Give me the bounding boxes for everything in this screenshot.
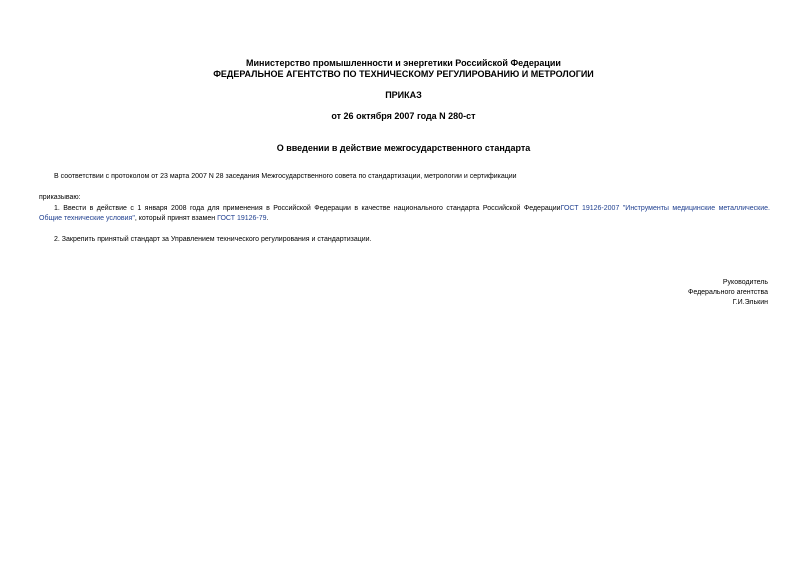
item1-text-middle: , который принят взамен	[134, 215, 218, 222]
item1-text-after: .	[266, 215, 269, 222]
signature-org: Федерального агентства	[688, 289, 768, 296]
preamble-paragraph: В соответствии с протоколом от 23 марта 2007 N 28 заседания Межгосударственного совета по стандартизации, метрологии и сертификации	[54, 173, 517, 180]
ministry-heading: Министерство промышленности и энергетики Российской Федерации	[246, 58, 561, 68]
item1-line1	[54, 204, 770, 214]
item1-text-before: 1. Ввести в действие с 1 января 2008 года для применения в Российской Федерации в качестве национального стандарта Российской Федерации	[54, 205, 561, 212]
gost-19126-2007-link[interactable]: ГОСТ 19126-2007 "Инструменты медицинские металлические.	[560, 205, 770, 212]
order-type: ПРИКАЗ	[385, 90, 422, 100]
item1-line2	[39, 214, 770, 224]
order-subject: О введении в действие межгосударственного стандарта	[276, 143, 531, 153]
agency-heading: ФЕДЕРАЛЬНОЕ АГЕНТСТВО ПО ТЕХНИЧЕСКОМУ РЕГУЛИРОВАНИЮ И МЕТРОЛОГИИ	[213, 69, 594, 79]
gost-19126-2007-link-cont[interactable]: Общие технические условия"	[39, 215, 135, 222]
order-date-number: от 26 октября 2007 года N 280-ст	[331, 111, 476, 121]
item2-paragraph: 2. Закрепить принятый стандарт за Управлением технического регулирования и стандартизации.	[54, 236, 372, 243]
gost-19126-79-link[interactable]: ГОСТ 19126-79	[217, 215, 267, 222]
orders-word: приказываю:	[39, 194, 81, 201]
signature-name: Г.И.Элькин	[732, 299, 768, 306]
signature-title: Руководитель	[722, 279, 768, 286]
